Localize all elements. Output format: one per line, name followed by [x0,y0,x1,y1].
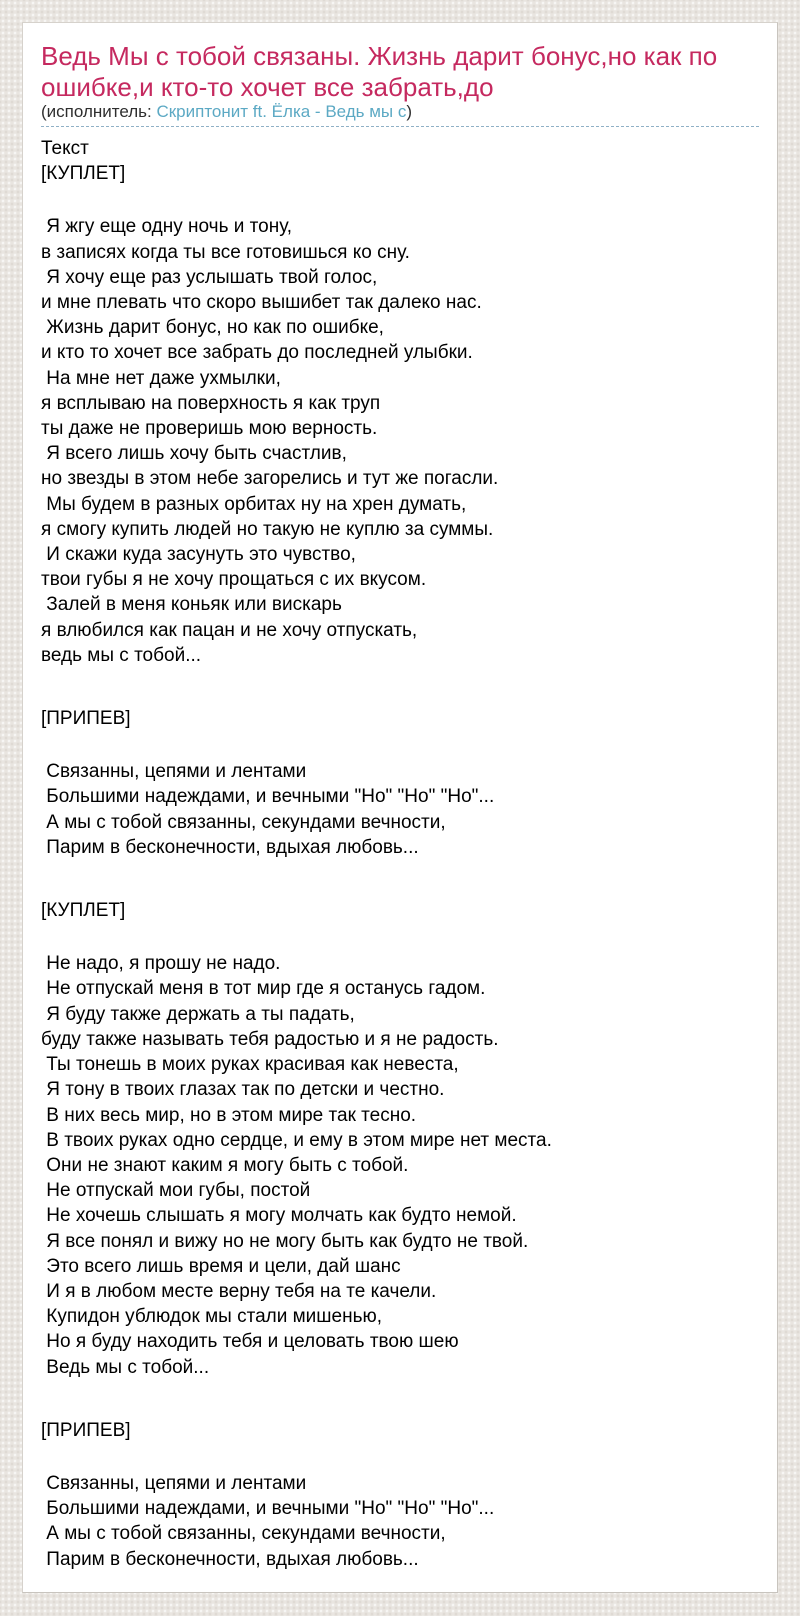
lyric-line: Я все понял и вижу но не могу быть как будто не твой. [41,1230,529,1252]
lyric-line: буду также называть тебя радостью и я не радость. [41,1028,499,1050]
section-header: [ПРИПЕВ] [41,708,131,730]
lyric-line: Большими надеждами, и вечными "Но" "Но" "Но"... [41,1498,495,1520]
stanza [41,759,759,860]
lyric-line: Залей в меня коньяк или вискарь [41,594,342,616]
artist-link[interactable]: Скриптонит ft. Ёлка - Ведь мы с [156,102,407,121]
lyric-line: Связанны, цепями и лентами [41,1472,307,1494]
lyrics-sections [41,161,759,1572]
lyric-line: Не отпускай мои губы, постой [41,1180,311,1202]
lyric-line: Но я буду находить тебя и целовать твою шею [41,1331,459,1353]
lyric-line: А мы с тобой связанны, секундами вечности, [41,811,446,833]
lyric-line: и мне плевать что скоро вышибет так далеко нас. [41,292,482,314]
section-header: [ПРИПЕВ] [41,1419,131,1441]
lyric-line: В твоих руках одно сердце, и ему в этом мире нет места. [41,1129,552,1151]
section-header: [КУПЛЕТ] [41,163,126,185]
lyrics [41,136,759,1572]
lyric-line: Я жгу еще одну ночь и тону, [41,216,293,238]
lyric-line: но звезды в этом небе загорелись и тут же погасли. [41,468,499,490]
page-title: Ведь Мы с тобой связаны. Жизнь дарит бонус,но как по ошибке,и кто-то хочет все забрать,до [41,41,718,102]
lyric-line: И скажи куда засунуть это чувство, [41,544,356,566]
lyric-line: Купидон ублюдок мы стали мишенью, [41,1306,383,1328]
lyric-line: Не отпускай меня в тот мир где я останусь гадом. [41,978,486,1000]
lyric-line: В них весь мир, но в этом мире так тесно. [41,1104,417,1126]
lyric-line: А мы с тобой связанны, секундами вечности, [41,1523,446,1545]
lyric-line: твои губы я не хочу прощаться с их вкусом. [41,569,427,591]
stanza [41,214,759,668]
content-card [22,22,778,1593]
lyric-line: Мы будем в разных орбитах ну на хрен думать, [41,493,467,515]
stanza [41,951,759,1379]
artist-line [41,103,759,127]
artist-prefix: (исполнитель: [41,102,157,121]
lyric-line: Я хочу еще раз услышать твой голос, [41,266,378,288]
lyric-line: я смогу купить людей но такую не куплю за суммы. [41,518,494,540]
lyric-line: Парим в бесконечности, вдыхая любовь... [41,836,419,858]
lyric-line: И я в любом месте верну тебя на те качели. [41,1280,437,1302]
lyric-line: Я буду также держать а ты падать, [41,1003,355,1025]
lyric-line: На мне нет даже ухмылки, [41,367,281,389]
lyric-line: Парим в бесконечности, вдыхая любовь... [41,1548,419,1570]
lyric-line: Большими надеждами, и вечными "Но" "Но" "Но"... [41,786,495,808]
lyric-line: Я тону в твоих глазах так по детски и честно. [41,1079,445,1101]
lyric-line: Они не знают каким я могу быть с тобой. [41,1154,409,1176]
lyric-line: я всплываю на поверхность я как труп [41,392,381,414]
lyric-line: и кто то хочет все забрать до последней улыбки. [41,342,473,364]
lyric-line: Это всего лишь время и цели, дай шанс [41,1255,401,1277]
section-header: [КУПЛЕТ] [41,900,126,922]
lyric-line: ведь мы с тобой... [41,644,202,666]
lyric-line: Связанны, цепями и лентами [41,761,307,783]
lyric-line: Я всего лишь хочу быть счастлив, [41,443,347,465]
lyric-line: я влюбился как пацан и не хочу отпускать, [41,619,418,641]
lyric-line: ты даже не проверишь мою верность. [41,418,378,440]
lyric-line: в записях когда ты все готовишься ко сну. [41,241,410,263]
lyric-line: Жизнь дарит бонус, но как по ошибке, [41,317,384,339]
artist-suffix: ) [406,102,413,121]
lyric-line: Ведь мы с тобой... [41,1356,210,1378]
lyric-line: Ты тонешь в моих руках красивая как невеста, [41,1054,459,1076]
lyric-line: Не надо, я прошу не надо. [41,953,281,975]
lyric-line: Не хочешь слышать я могу молчать как будто немой. [41,1205,517,1227]
lyrics-label: Текст [41,138,89,159]
stanza [41,1471,759,1572]
